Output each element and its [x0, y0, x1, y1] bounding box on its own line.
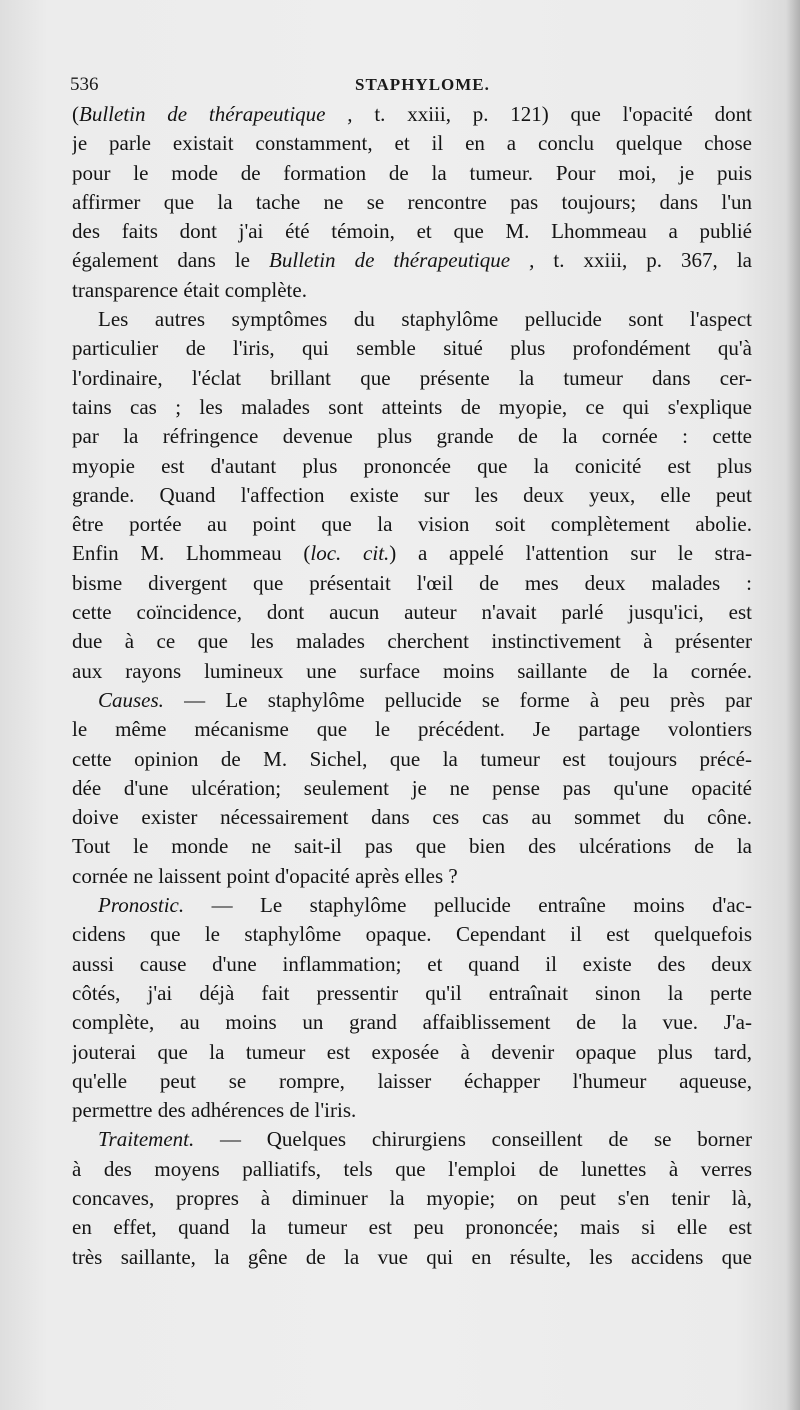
text-line — [72, 1213, 752, 1242]
text-line — [72, 217, 752, 246]
text-line-body: bisme divergent que présentait l'œil de mes deux malades : — [72, 570, 752, 595]
text-line-body: je parle existait constamment, et il en a conclu quelque chose — [72, 131, 752, 156]
text-line — [72, 393, 752, 422]
text-line-body: cette opinion de M. Sichel, que la tumeur est toujours précé- — [72, 746, 752, 771]
text-line-body: ) a appelé l'attention sur le stra- — [389, 541, 752, 566]
text-line — [72, 657, 752, 686]
text-line — [72, 1096, 752, 1125]
text-line — [72, 803, 752, 832]
text-line-body: — Le staphylôme pellucide se forme à peu près par — [163, 687, 752, 712]
text-line-body: être portée au point que la vision soit complètement abolie. — [72, 512, 752, 537]
running-title: STAPHYLOME. — [355, 75, 490, 94]
text-line — [72, 715, 752, 744]
text-line-body: — Le staphylôme pellucide entraîne moins d'ac- — [184, 893, 752, 918]
text-line-body: aussi cause d'une inflammation; et quand il existe des deux — [72, 951, 752, 976]
text-line — [72, 862, 752, 891]
text-line-body: doive exister nécessairement dans ces cas au sommet du cône. — [72, 805, 752, 830]
text-line — [72, 129, 752, 158]
text-line-body: tains cas ; les malades sont atteints de myopie, ce qui s'explique — [72, 394, 752, 419]
italic-text: Bulletin de thérapeutique , — [79, 102, 353, 126]
text-line — [72, 920, 752, 949]
text-line-body: par la réfringence devenue plus grande de la cornée : cette — [72, 424, 752, 449]
text-line-body: cette coïncidence, dont aucun auteur n'avait parlé jusqu'ici, est — [72, 600, 752, 625]
text-line-body: — Quelques chirurgiens conseillent de se borner — [194, 1127, 752, 1152]
text-line — [72, 1038, 752, 1067]
text-line-body: due à ce que les malades cherchent instinctivement à présenter — [72, 629, 752, 654]
text-line — [72, 1008, 752, 1037]
text-line — [72, 276, 752, 305]
text-line-body: aux rayons lumineux une surface moins saillante de la cornée. — [72, 658, 752, 683]
text-line-body: Tout le monde ne sait-il pas que bien des ulcérations de la — [72, 834, 752, 859]
text-line — [72, 452, 752, 481]
text-line-lead: également dans le — [72, 248, 270, 273]
text-line-body: myopie est d'autant plus prononcée que la conicité est plus — [72, 453, 752, 478]
text-line — [72, 188, 752, 217]
body-text — [72, 100, 752, 1272]
italic-text: Traitement. — [98, 1127, 195, 1152]
text-line — [72, 481, 752, 510]
text-line-body: en effet, quand la tumeur est peu prononcée; mais si elle est — [72, 1215, 752, 1240]
text-line — [72, 569, 752, 598]
text-line — [72, 364, 752, 393]
text-line — [72, 745, 752, 774]
text-line — [72, 305, 752, 334]
text-line — [72, 100, 752, 129]
text-line-body: pour le mode de formation de la tumeur. Pour moi, je puis — [72, 160, 752, 185]
text-line — [72, 1125, 752, 1154]
text-line-body: t. xxiii, p. 121) que l'opacité dont — [352, 102, 752, 126]
text-line-body: t. xxiii, p. 367, la — [534, 248, 752, 273]
italic-text: Bulletin de thérapeutique , — [269, 248, 535, 273]
text-line — [72, 979, 752, 1008]
text-line — [72, 950, 752, 979]
text-line-body: permettre des adhérences de l'iris. — [72, 1098, 357, 1123]
text-line-body: cidens que le staphylôme opaque. Cependant il est quelquefois — [72, 922, 752, 947]
text-line — [72, 539, 752, 568]
text-line — [72, 334, 752, 363]
text-line-body: des faits dont j'ai été témoin, et que M. Lhommeau a publié — [72, 219, 752, 244]
text-line-body: particulier de l'iris, qui semble situé plus profondément qu'à — [72, 336, 752, 361]
text-line-lead: ( — [72, 102, 79, 126]
text-line-body: complète, au moins un grand affaiblissement de la vue. J'a- — [72, 1010, 752, 1035]
page-number: 536 — [70, 74, 99, 95]
italic-text: Pronostic. — [98, 893, 185, 918]
text-line — [72, 832, 752, 861]
text-line-body: qu'elle peut se rompre, laisser échapper l'humeur aqueuse, — [72, 1068, 752, 1093]
text-line — [72, 627, 752, 656]
text-line — [72, 422, 752, 451]
text-line-body: transparence était complète. — [72, 277, 307, 302]
text-line — [72, 246, 752, 275]
text-line-body: très saillante, la gêne de la vue qui en résulte, les accidens que — [72, 1244, 752, 1269]
text-line-body: à des moyens palliatifs, tels que l'emploi de lunettes à verres — [72, 1156, 752, 1181]
text-line — [72, 159, 752, 188]
text-line-body: l'ordinaire, l'éclat brillant que présente la tumeur dans cer- — [72, 365, 752, 390]
text-line — [72, 598, 752, 627]
text-line-body: Les autres symptômes du staphylôme pellucide sont l'aspect — [98, 307, 752, 332]
text-line-body: dée d'une ulcération; seulement je ne pense pas qu'une opacité — [72, 775, 752, 800]
text-line-body: jouterai que la tumeur est exposée à devenir opaque plus tard, — [72, 1039, 752, 1064]
text-line — [72, 1067, 752, 1096]
italic-text: Causes. — [98, 687, 164, 712]
text-line-body: affirmer que la tache ne se rencontre pas toujours; dans l'un — [72, 189, 752, 214]
page-edge-shadow — [786, 0, 800, 1410]
text-line-body: le même mécanisme que le précédent. Je partage volontiers — [72, 717, 752, 742]
text-line — [72, 686, 752, 715]
text-line — [72, 1184, 752, 1213]
text-line-body: cornée ne laissent point d'opacité après elles ? — [72, 863, 458, 888]
text-line — [72, 891, 752, 920]
text-line-body: grande. Quand l'affection existe sur les deux yeux, elle peut — [72, 482, 752, 507]
text-line — [72, 774, 752, 803]
text-line-lead: Enfin M. Lhommeau ( — [72, 541, 311, 566]
text-line — [72, 510, 752, 539]
text-line — [72, 1243, 752, 1272]
text-line-body: concaves, propres à diminuer la myopie; on peut s'en tenir là, — [72, 1185, 752, 1210]
text-line-body: côtés, j'ai déjà fait pressentir qu'il entraînait sinon la perte — [72, 980, 752, 1005]
italic-text: loc. cit. — [310, 541, 390, 566]
page-header — [70, 74, 750, 98]
text-line — [72, 1155, 752, 1184]
